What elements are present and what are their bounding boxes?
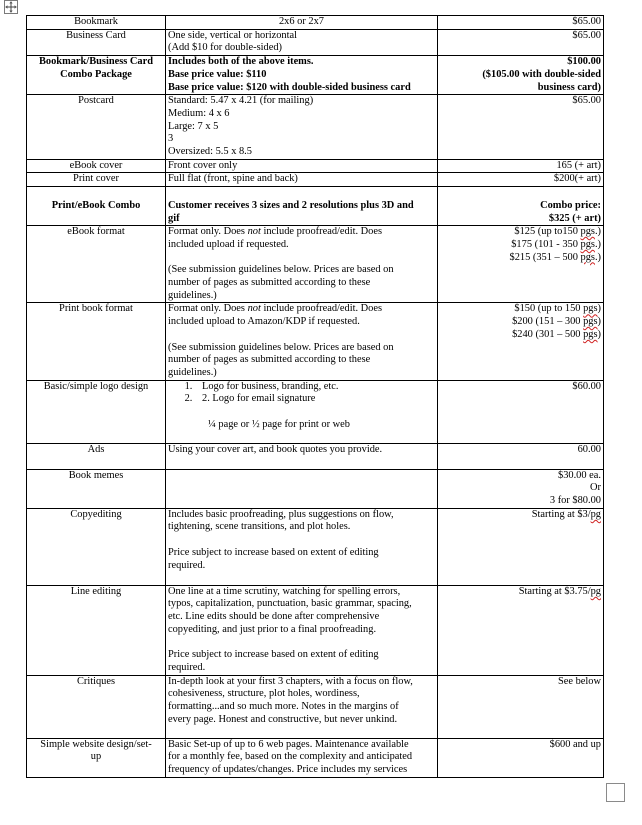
- table-row-line-editing: [27, 585, 604, 675]
- table-row-ebook-cover: [27, 159, 604, 173]
- price-cell: $65.00: [438, 29, 604, 55]
- move-arrows-icon: [5, 1, 17, 13]
- price-cell: 165 (+ art): [438, 159, 604, 173]
- table-row-copyediting: [27, 508, 604, 585]
- spacer: [440, 187, 601, 200]
- description-cell: Using your cover art, and book quotes you provide.: [166, 443, 438, 469]
- list-item: 1. Logo for business, branding, etc.: [195, 381, 435, 394]
- price-cell: $65.00: [438, 95, 604, 160]
- table-row-print-cover: [27, 173, 604, 187]
- description-cell: One side, vertical or horizontal (Add $10 for double-sided): [166, 29, 438, 55]
- item-cell: Simple website design/set- up: [27, 738, 166, 777]
- description-cell: Format only. Does not include proofread/edit. Does included upload to Amazon/KDP if requested. (See submission guidelines below. Prices are based on number of pages as submitted according to these guidelines.): [166, 303, 438, 380]
- table-row-ebook-format: [27, 226, 604, 303]
- logo-options-list: [168, 381, 435, 406]
- price-table: [26, 15, 604, 778]
- item-cell: eBook cover: [27, 159, 166, 173]
- description-cell: 1. Logo for business, branding, etc. 2. 2. Logo for email signature ¼ page or ½ page for print or web: [166, 380, 438, 443]
- table-row-logo: [27, 380, 604, 443]
- table-row-critiques: [27, 675, 604, 738]
- table-row-print-format: [27, 303, 604, 380]
- list-item: 2. 2. Logo for email signature: [195, 393, 435, 406]
- description-cell: Front cover only: [166, 159, 438, 173]
- table-resize-handle[interactable]: [606, 783, 625, 802]
- price-cell: Starting at $3/pg: [438, 508, 604, 585]
- item-cell: Ads: [27, 443, 166, 469]
- item-cell: Bookmark/Business Card Combo Package: [27, 56, 166, 95]
- price-cell: $200(+ art): [438, 173, 604, 187]
- description-cell: [166, 469, 438, 508]
- table-row-business-card: [27, 29, 604, 55]
- item-cell: Print/eBook Combo: [27, 187, 166, 226]
- item-cell: Print cover: [27, 173, 166, 187]
- description-cell: One line at a time scrutiny, watching for spelling errors, typos, capitalization, punctuation, basic grammar, spacing, etc. Line edits should be done after comprehensive copyediting, and just prior to a final proofreading. Price subject to increase based on extent of editing required.: [166, 585, 438, 675]
- item-cell: Postcard: [27, 95, 166, 160]
- table-row-ads: [27, 443, 604, 469]
- table-row-print-ebook-combo: [27, 187, 604, 226]
- price-cell: $125 (up to150 pgs.) $175 (101 - 350 pgs.) $215 (351 – 500 pgs.): [438, 226, 604, 303]
- price-cell: Starting at $3.75/pg: [438, 585, 604, 675]
- table-row-combo-package: [27, 56, 604, 95]
- price-cell: Combo price: $325 (+ art): [438, 187, 604, 226]
- table-row-bookmark: [27, 16, 604, 30]
- price-cell: $30.00 ea. Or 3 for $80.00: [438, 469, 604, 508]
- spacer: [168, 534, 435, 547]
- price-cell: $150 (up to 150 pgs) $200 (151 – 300 pgs) $240 (301 – 500 pgs): [438, 303, 604, 380]
- item-cell: Book memes: [27, 469, 166, 508]
- price-cell: $100.00 ($105.00 with double-sided business card): [438, 56, 604, 95]
- price-cell: 60.00: [438, 443, 604, 469]
- price-cell: $600 and up: [438, 738, 604, 777]
- price-cell: See below: [438, 675, 604, 738]
- item-cell: Print book format: [27, 303, 166, 380]
- description-cell: Includes both of the above items. Base price value: $110 Base price value: $120 with double-sided business card: [166, 56, 438, 95]
- description-cell: Customer receives 3 sizes and 2 resolutions plus 3D and gif: [166, 187, 438, 226]
- description-cell: In-depth look at your first 3 chapters, with a focus on flow, cohesiveness, structure, plot holes, wordiness, formatting...and so much more. Notes in the margins of every page. Honest and constructive, but never unkind.: [166, 675, 438, 738]
- description-cell: Full flat (front, spine and back): [166, 173, 438, 187]
- table-row-memes: [27, 469, 604, 508]
- price-cell: $65.00: [438, 16, 604, 30]
- item-cell: eBook format: [27, 226, 166, 303]
- description-cell: Standard: 5.47 x 4.21 (for mailing) Medium: 4 x 6 Large: 7 x 5 3 Oversized: 5.5 x 8.5: [166, 95, 438, 160]
- description-cell: 2x6 or 2x7: [166, 16, 438, 30]
- spacer: [168, 406, 435, 419]
- item-cell: Copyediting: [27, 508, 166, 585]
- table-move-handle[interactable]: [4, 0, 18, 14]
- description-cell: Format only. Does not include proofread/edit. Does included upload if requested. (See submission guidelines below. Prices are based on number of pages as submitted according to these guidelines.): [166, 226, 438, 303]
- spacer: [168, 252, 435, 265]
- price-cell: $60.00: [438, 380, 604, 443]
- item-cell: Basic/simple logo design: [27, 380, 166, 443]
- item-cell: Business Card: [27, 29, 166, 55]
- spacer: [168, 329, 435, 342]
- table-row-postcard: [27, 95, 604, 160]
- item-cell: Critiques: [27, 675, 166, 738]
- spacer: [168, 637, 435, 650]
- table-row-website: [27, 738, 604, 777]
- spacer: [168, 187, 435, 200]
- item-cell: Bookmark: [27, 16, 166, 30]
- item-cell: Line editing: [27, 585, 166, 675]
- description-cell: Includes basic proofreading, plus suggestions on flow, tightening, scene transitions, and plot holes. Price subject to increase based on extent of editing required.: [166, 508, 438, 585]
- description-cell: Basic Set-up of up to 6 web pages. Maintenance available for a monthly fee, based on the complexity and anticipated frequency of updates/changes. Price includes my services: [166, 738, 438, 777]
